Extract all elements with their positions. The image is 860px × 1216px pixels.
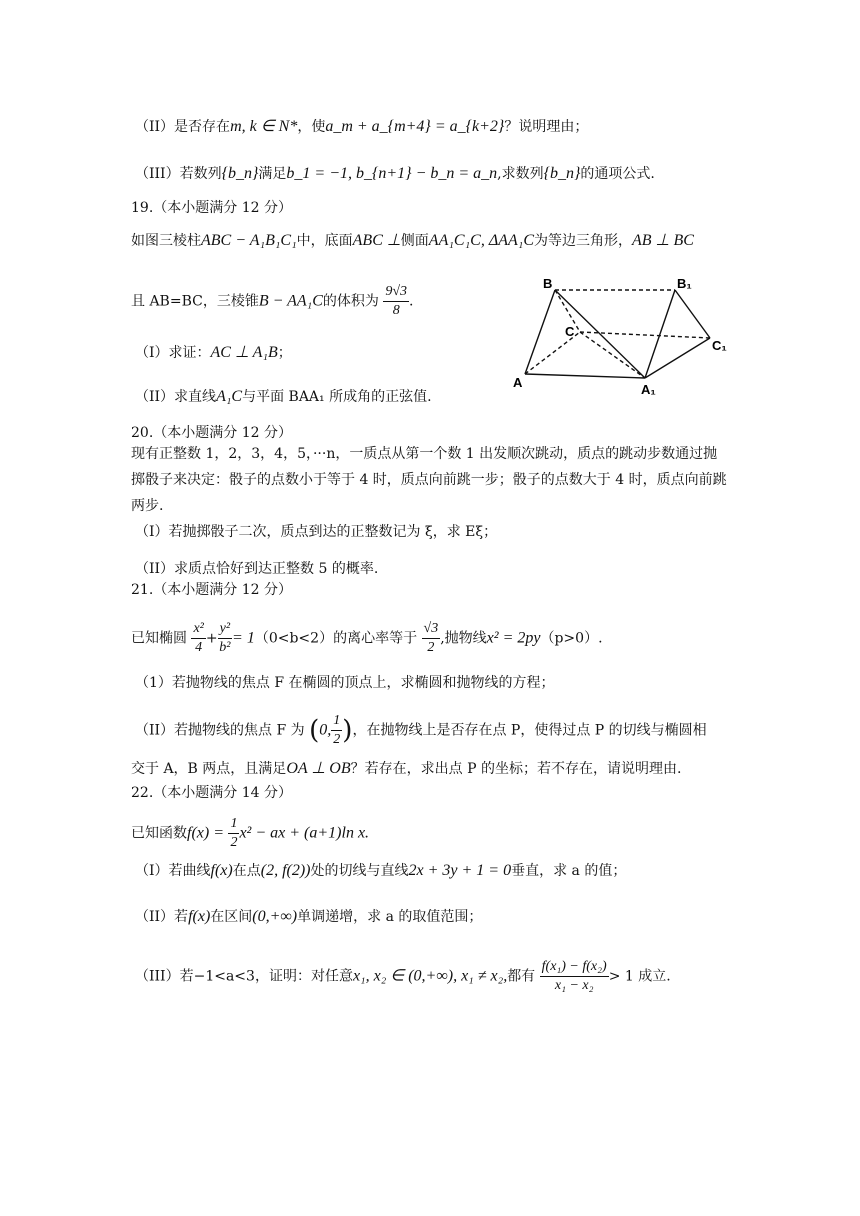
q21-text: 已知椭圆 [131,630,187,647]
q21-part2-line2 [131,758,681,780]
vertex-label-A: A [513,375,523,390]
q19-text: 中，底面 [296,233,353,249]
q22-text: 已知函数 [131,825,187,842]
function-lhs: f(x) = [187,824,224,842]
q18-part2-mid: ，使 [297,119,326,135]
fraction-denominator: 8 [392,303,400,318]
q22-math: f(x) [210,862,233,879]
q22-part1 [135,860,626,882]
q22-math: x₁, x₂ ∈ (0,+∞), x₁ ≠ x₂, [352,967,508,985]
parabola-equation: x² = 2py [486,629,541,647]
function-rhs: x² − ax + (a+1)ln x. [239,824,370,842]
focus-y-fraction [331,712,342,749]
q19-text: 的体积为 [322,293,379,310]
q19-text: 且 AB=BC，三棱锥 [131,293,259,310]
q19-part2-prefix: （II）求直线 [135,389,217,405]
fraction-denominator: 4 [195,640,203,655]
q22-inequality-fraction [540,958,609,995]
q22-math: 2x + 3y + 1 = 0 [408,862,512,879]
q18-part3-mid: 满足 [258,166,287,182]
q22-heading: 22.（本小题满分 14 分） [131,785,292,801]
q19-base: ABC ⊥ [352,232,401,249]
q22-text: > 1 成立. [608,968,671,985]
fraction-numerator: 9√3 [383,283,409,302]
q21-part1: （1）若抛物线的焦点 F 在椭圆的顶点上，求椭圆和抛物线的方程； [135,675,555,691]
q19-part1-prefix: （I）求证： [135,345,211,361]
q19-part1-math: AC ⊥ A₁B [210,344,278,361]
fraction-numerator: 1 [331,712,342,731]
q21-part2-text: （II）若抛物线的焦点 F 为 [135,722,305,739]
q22-text: 单调递增，求 a 的取值范围； [297,909,483,925]
q22-part2 [135,906,482,928]
paren-left: ( [309,715,320,746]
fraction-numerator: y² [218,620,232,639]
q21-text: ,抛物线 [440,630,487,647]
q19-perp: AB ⊥ BC [631,232,694,249]
ellipse-x-fraction [191,620,205,657]
q19-part1 [135,342,292,364]
q20-statement: 现有正整数 1，2，3，4，5，···n，一质点从第一个数 1 出发顺次跳动，质点的跳动步数通过抛掷骰子来决定：骰子的点数小于等于 4 时，质点向前跳一步；骰子的点数大于 4 时，质点向前跳两步. [131,446,727,514]
q22-statement [131,815,369,852]
q20-part1: （I）若抛掷骰子二次，质点到达的正整数记为 ξ，求 Eξ； [135,524,498,540]
q18-part3-prefix: （III）若数列 [135,166,222,182]
prism-figure [505,270,745,400]
q21-part2-text: ？若存在，求出点 P 的坐标；若不存在，请说明理由. [350,761,682,777]
fraction-denominator: 2 [427,640,435,655]
fraction-numerator: 1 [228,815,239,834]
q20-part2: （II）求质点恰好到达正整数 5 的概率. [135,561,379,577]
focus-x: 0, [319,721,332,739]
vertex-label-B: B [543,276,553,291]
q19-volume-fraction [383,283,409,320]
fraction-denominator: b² [219,640,231,655]
q18-part2 [135,116,588,138]
q21-heading: 21.（本小题满分 12 分） [131,582,292,598]
q18-part3-seq-2: {b_n} [543,165,581,182]
q19-prism: ABC − A₁B₁C₁ [201,232,297,249]
q19-statement-line1 [131,230,694,252]
paren-right: ) [342,715,353,746]
fraction-numerator: x² [191,620,205,639]
q22-math: (0,+∞) [252,908,298,925]
q22-text: （III）若−1<a<3，证明：对任意 [135,968,353,985]
q19-part2-math: A₁C [216,388,243,405]
q18-part2-math: m, k ∈ N* [230,118,298,135]
q21-part2-line1 [135,712,707,749]
q18-part3 [135,163,655,185]
fraction-denominator: 2 [230,835,238,850]
q21-text: （0<b<2）的离心率等于 [254,630,418,647]
ellipse-equals: = 1 [232,629,255,647]
vertex-label-C: C [565,324,575,339]
q21-part2-text: ，在抛物线上是否存在点 P，使得过点 P 的切线与椭圆相 [352,722,707,739]
ellipse-y-fraction [218,620,232,657]
q21-part2-text: 交于 A，B 两点，且满足 [131,761,287,777]
q22-text: 在区间 [210,909,253,925]
fraction-numerator: √3 [422,620,441,639]
q22-text: 处的切线与直线 [310,863,409,879]
fraction-denominator: 2 [333,732,341,747]
q21-perp: OA ⊥ OB [286,760,351,777]
q21-statement: 已知椭圆 $\frac{\text{x²}}{4}$ + $\frac{\text{y²}}{\text{b²}}$ = 1（0<b<2）的离心率等于 $\frac{√3}{2}$ ,抛物线x² = 2py（p>0）. [131,621,603,655]
q19-text: 侧面 [400,233,429,249]
fraction-numerator: f(x₁) − f(x₂) [540,958,609,977]
q19-part1-suffix: ； [277,345,292,361]
vertex-label-C1: C₁ [712,338,727,353]
q18-part2-prefix: （II）是否存在 [135,119,231,135]
q22-text: 垂直，求 a 的值； [511,863,627,879]
q22-math: f(x) [188,908,211,925]
q20-heading: 20.（本小题满分 12 分） [131,425,292,441]
q18-part3-suffix: 的通项公式. [580,166,655,182]
q18-part3-condition: b_1 = −1, b_{n+1} − b_n = a_n [286,165,498,182]
vertex-label-B1: B₁ [677,276,692,291]
q19-part2-suffix: 与平面 BAA₁ 所成角的正弦值. [242,389,432,405]
q21-text: （p>0）. [540,630,603,647]
q22-text: 都有 [507,968,536,985]
q19-pyramid: B − AA₁C [258,292,323,310]
q18-part3-mid2: ,求数列 [497,166,544,182]
function-fraction [228,815,239,852]
q18-part3-seq: {b_n} [221,165,259,182]
eccentricity-fraction [422,620,441,657]
q19-text: 如图三棱柱 [131,233,201,249]
q22-part3 [135,958,671,995]
q19-heading: 19.（本小题满分 12 分） [131,200,292,216]
q18-part2-equation: a_m + a_{m+4} = a_{k+2} [325,118,505,135]
q22-text: 在点 [232,863,261,879]
q19-part2 [135,386,432,408]
q22-text: （II）若 [135,909,189,925]
q18-part2-suffix: ？说明理由； [504,119,589,135]
vertex-label-A1: A₁ [641,382,656,397]
q19-face: AA₁C₁C, ΔAA₁C [428,232,534,249]
q19-text: . [409,293,414,310]
q19-statement-line2 [131,283,414,320]
q22-text: （I）若曲线 [135,863,211,879]
q22-math: (2, f(2)) [260,862,311,879]
fraction-denominator: x₁ − x₂ [554,978,594,993]
q19-text: 为等边三角形， [533,233,632,249]
